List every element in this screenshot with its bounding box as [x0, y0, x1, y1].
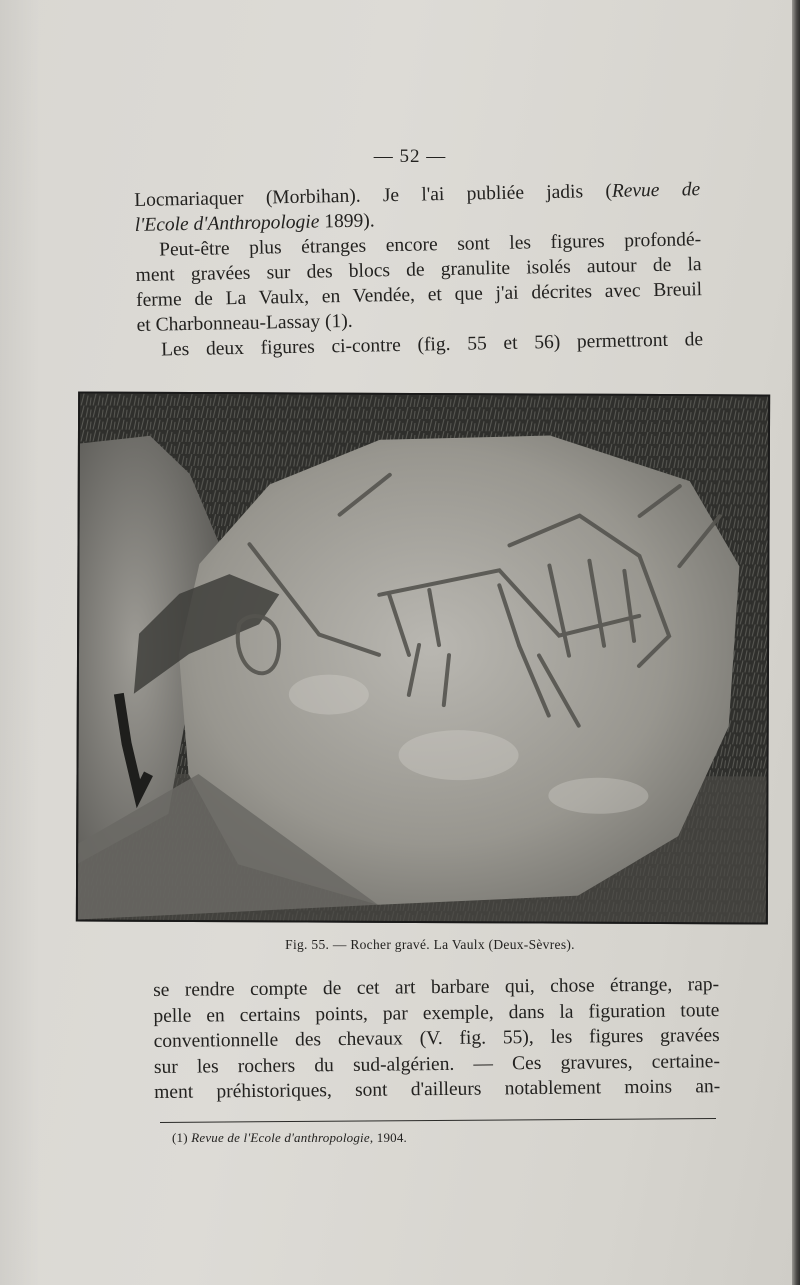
page-edge: [792, 0, 800, 1285]
page-gutter-shadow: [0, 0, 40, 1285]
footnote-journal: Revue de l'Ecole d'anthropologie: [191, 1130, 370, 1145]
rock-photo-drawing: [78, 394, 768, 923]
text-line: pelle en certains points, par exemple, dans la figuration toute: [153, 999, 720, 1027]
text-line: se rendre compte de cet art barbare qui, chose étrange, rap-: [153, 974, 720, 1001]
footnote: [172, 1130, 407, 1146]
text-line: Les deux figures ci-contre (fig. 55 et 56) permettront de: [160, 329, 704, 361]
text-line: Peut-être plus étranges encore sont les figures profondé-: [158, 229, 702, 261]
footnote-marker: (1): [172, 1130, 188, 1145]
journal-year: 1899).: [319, 210, 375, 233]
journal-title: l'Ecole d'Anthropologie: [134, 211, 320, 236]
text-line: sur les rochers du sud-algérien. — Ces gravures, certaine-: [153, 1050, 721, 1078]
paragraph-bottom: [153, 972, 720, 1105]
paragraph-top: [134, 177, 703, 363]
text-line-italic: Revue de: [611, 179, 701, 202]
text-line: et Charbonneau-Lassay (1).: [136, 310, 353, 336]
text-line: ferme de La Vaulx, en Vendée, et que j'ai décrites avec Breuil: [135, 279, 703, 311]
page-number: — 52 —: [373, 146, 447, 167]
engraved-rock-photograph: [76, 391, 770, 924]
text-line: ment préhistoriques, sont d'ailleurs notablement moins an-: [154, 1076, 721, 1103]
text-line-plain: Locmariaquer (Morbihan). Je l'ai publiée jadis (: [134, 180, 613, 211]
figure-caption: Fig. 55. — Rocher gravé. La Vaulx (Deux-Sèvres).: [285, 937, 575, 952]
footnote-rule: [160, 1118, 716, 1123]
footnote-year: , 1904.: [369, 1130, 407, 1145]
text-line: ment gravées sur des blocs de granulite isolés autour de la: [135, 254, 702, 286]
text-line: conventionnelle des chevaux (V. fig. 55), les figures gravées: [153, 1025, 720, 1052]
